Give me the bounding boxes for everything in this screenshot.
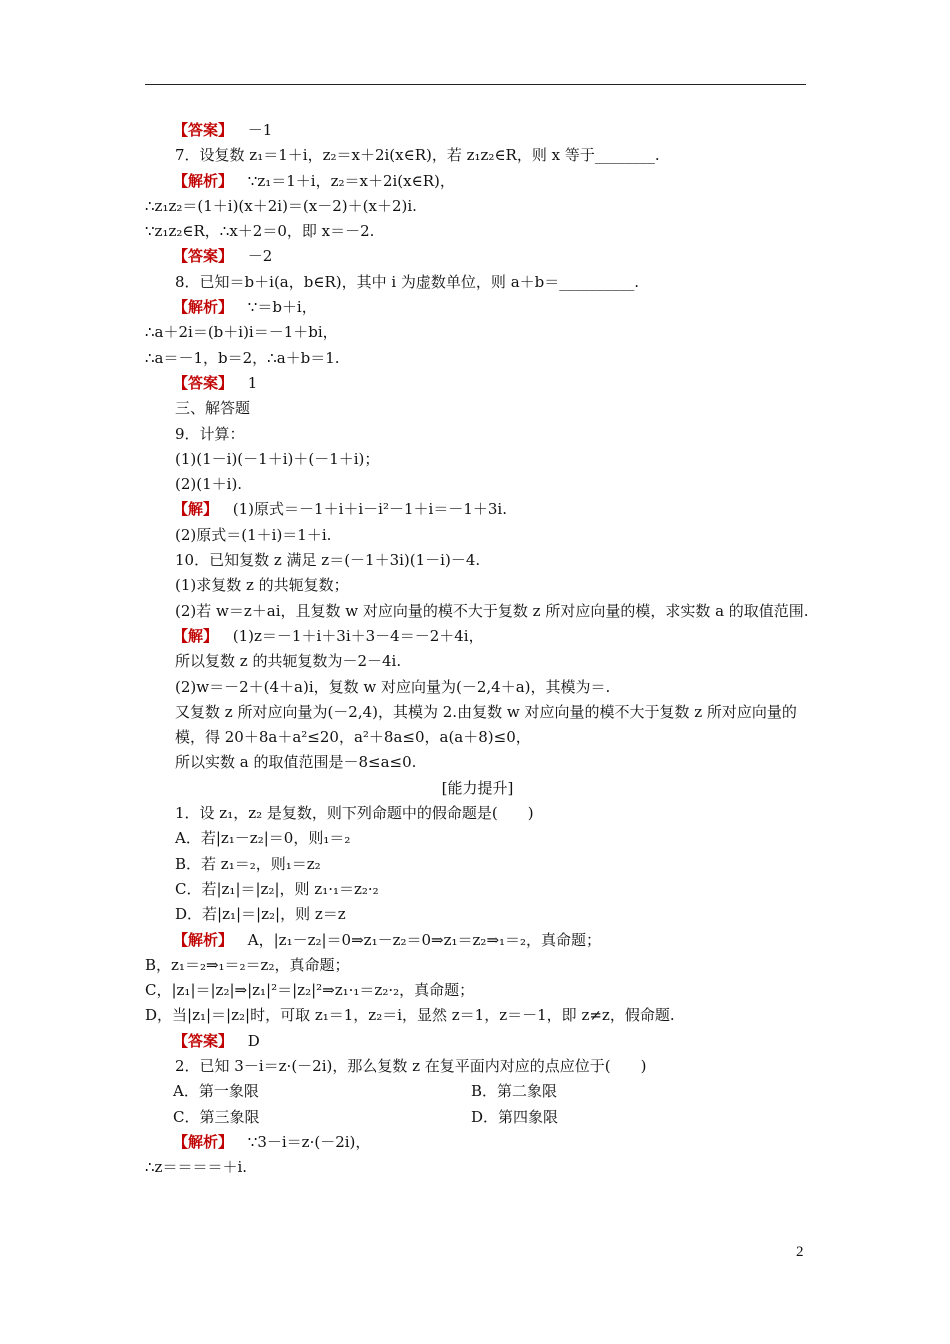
text-line: 所以实数 a 的取值范围是－8≤a≤0.	[175, 753, 417, 772]
text-line: (2)若 w＝z＋ai，且复数 w 对应向量的模不大于复数 z 所对应向量的模，求实数 a 的取值范围.	[175, 601, 809, 620]
text-line: ∴a＋2i＝(b＋i)i＝－1＋bi，	[145, 323, 338, 342]
line-text: ∵＝b＋i，	[243, 298, 317, 317]
line-text: ∵3－i＝z·(－2i)，	[243, 1132, 371, 1151]
document-body	[145, 118, 810, 1180]
text-line: 所以复数 z 的共轭复数为－2－4i.	[175, 652, 402, 671]
labeled-line	[145, 371, 810, 396]
option-row	[145, 1079, 810, 1104]
option-row	[145, 1105, 810, 1130]
text-line: 2．已知 3－i＝z·(－2i)，那么复数 z 在复平面内对应的点应位于( )	[175, 1056, 647, 1075]
text-line: ∴a＝－1，b＝2，∴a＋b＝1.	[145, 348, 340, 367]
text-line: (2)w＝－2＋(4＋a)i，复数 w 对应向量为(－2,4＋a)，其模为＝.	[175, 677, 611, 696]
section-tag: 【解析】	[173, 1132, 234, 1151]
text-line: 9．计算：	[175, 424, 245, 443]
text-line: 8．已知＝b＋i(a，b∈R)，其中 i 为虚数单位，则 a＋b＝__________.	[175, 272, 640, 291]
line-text: (1)原式＝－1＋i＋i－i²－1＋i＝－1＋3i.	[228, 500, 507, 519]
section-tag: 【答案】	[173, 373, 234, 392]
option: D．第四象限	[471, 1107, 559, 1126]
header-rule	[145, 84, 806, 85]
line-text: ∵z₁＝1＋i，z₂＝x＋2i(x∈R)，	[243, 171, 455, 190]
text-line: (1)(1－i)(－1＋i)＋(－1＋i)；	[175, 449, 380, 468]
labeled-line	[145, 169, 810, 194]
text-line: B．若 z₁＝₂，则₁＝z₂	[175, 854, 321, 873]
text-line: ∴z＝＝＝＝＋i.	[145, 1158, 248, 1177]
text-line: 1．设 z₁，z₂ 是复数，则下列命题中的假命题是( )	[175, 804, 534, 823]
page-number: 2	[796, 1244, 804, 1260]
text-line: (2)原式＝(1＋i)＝1＋i.	[175, 525, 332, 544]
section-tag: 【答案】	[173, 121, 234, 139]
section-tag: 【解析】	[173, 930, 234, 949]
line-text: A，|z₁－z₂|＝0⇒z₁－z₂＝0⇒z₁＝z₂⇒₁＝₂，真命题；	[243, 930, 602, 949]
section-tag: 【解析】	[173, 171, 234, 190]
text-line: (2)(1＋i).	[175, 475, 243, 494]
labeled-line	[145, 497, 810, 522]
option: B．第二象限	[471, 1082, 558, 1101]
section-tag: 【解】	[173, 500, 219, 519]
section-tag: 【解析】	[173, 298, 234, 317]
text-line: A．若|z₁－z₂|＝0，则₁＝₂	[175, 829, 351, 848]
labeled-line	[145, 244, 810, 269]
section-tag: 【答案】	[173, 1031, 234, 1050]
line-text: (1)z＝－1＋i＋3i＋3－4＝－2＋4i，	[228, 626, 484, 645]
text-line: ∴z₁z₂＝(1＋i)(x＋2i)＝(x－2)＋(x＋2)i.	[145, 196, 417, 215]
line-text: 1	[243, 373, 258, 392]
text-line: C，|z₁|＝|z₂|⇒|z₁|²＝|z₂|²⇒z₁·₁＝z₂·₂，真命题；	[145, 981, 475, 1000]
text-line: (1)求复数 z 的共轭复数；	[175, 576, 349, 595]
section-tag: 【解】	[173, 626, 219, 645]
line-text: －1	[243, 121, 273, 139]
text-line: C．若|z₁|＝|z₂|，则 z₁·₁＝z₂·₂	[175, 879, 379, 898]
labeled-line	[145, 624, 810, 649]
section-tag: 【答案】	[173, 247, 234, 266]
line-text: －2	[243, 247, 273, 266]
labeled-line	[145, 1029, 810, 1054]
text-line: ∵z₁z₂∈R，∴x＋2＝0，即 x＝－2.	[145, 222, 375, 241]
line-text: D	[243, 1031, 260, 1050]
text-line: B，z₁＝₂⇒₁＝₂＝z₂，真命题；	[145, 955, 350, 974]
labeled-line	[145, 928, 810, 953]
section-heading: [能力提升]	[441, 778, 514, 797]
labeled-line	[145, 1130, 810, 1155]
text-line: 三、解答题	[175, 399, 251, 418]
text-line: 又复数 z 所对应向量为(－2,4)，其模为 2.由复数 w 对应向量的模不大于复数 z 所对应向量的模，得 20＋8a＋a²≤20，a²＋8a≤0，a(a＋8)≤0，	[175, 702, 797, 747]
text-line: 7．设复数 z₁＝1＋i，z₂＝x＋2i(x∈R)，若 z₁z₂∈R，则 x 等于________.	[175, 146, 660, 165]
text-line: D．若|z₁|＝|z₂|，则 z＝z	[175, 905, 346, 924]
labeled-line	[145, 295, 810, 320]
text-line: 10．已知复数 z 满足 z＝(－1＋3i)(1－i)－4.	[175, 551, 481, 570]
text-line: D，当|z₁|＝|z₂|时，可取 z₁＝1，z₂＝i，显然 z＝1，z＝－1，即 z≠z，假命题.	[145, 1006, 675, 1025]
option: C．第三象限	[173, 1107, 260, 1126]
labeled-line	[145, 118, 810, 143]
option: A．第一象限	[173, 1082, 259, 1101]
